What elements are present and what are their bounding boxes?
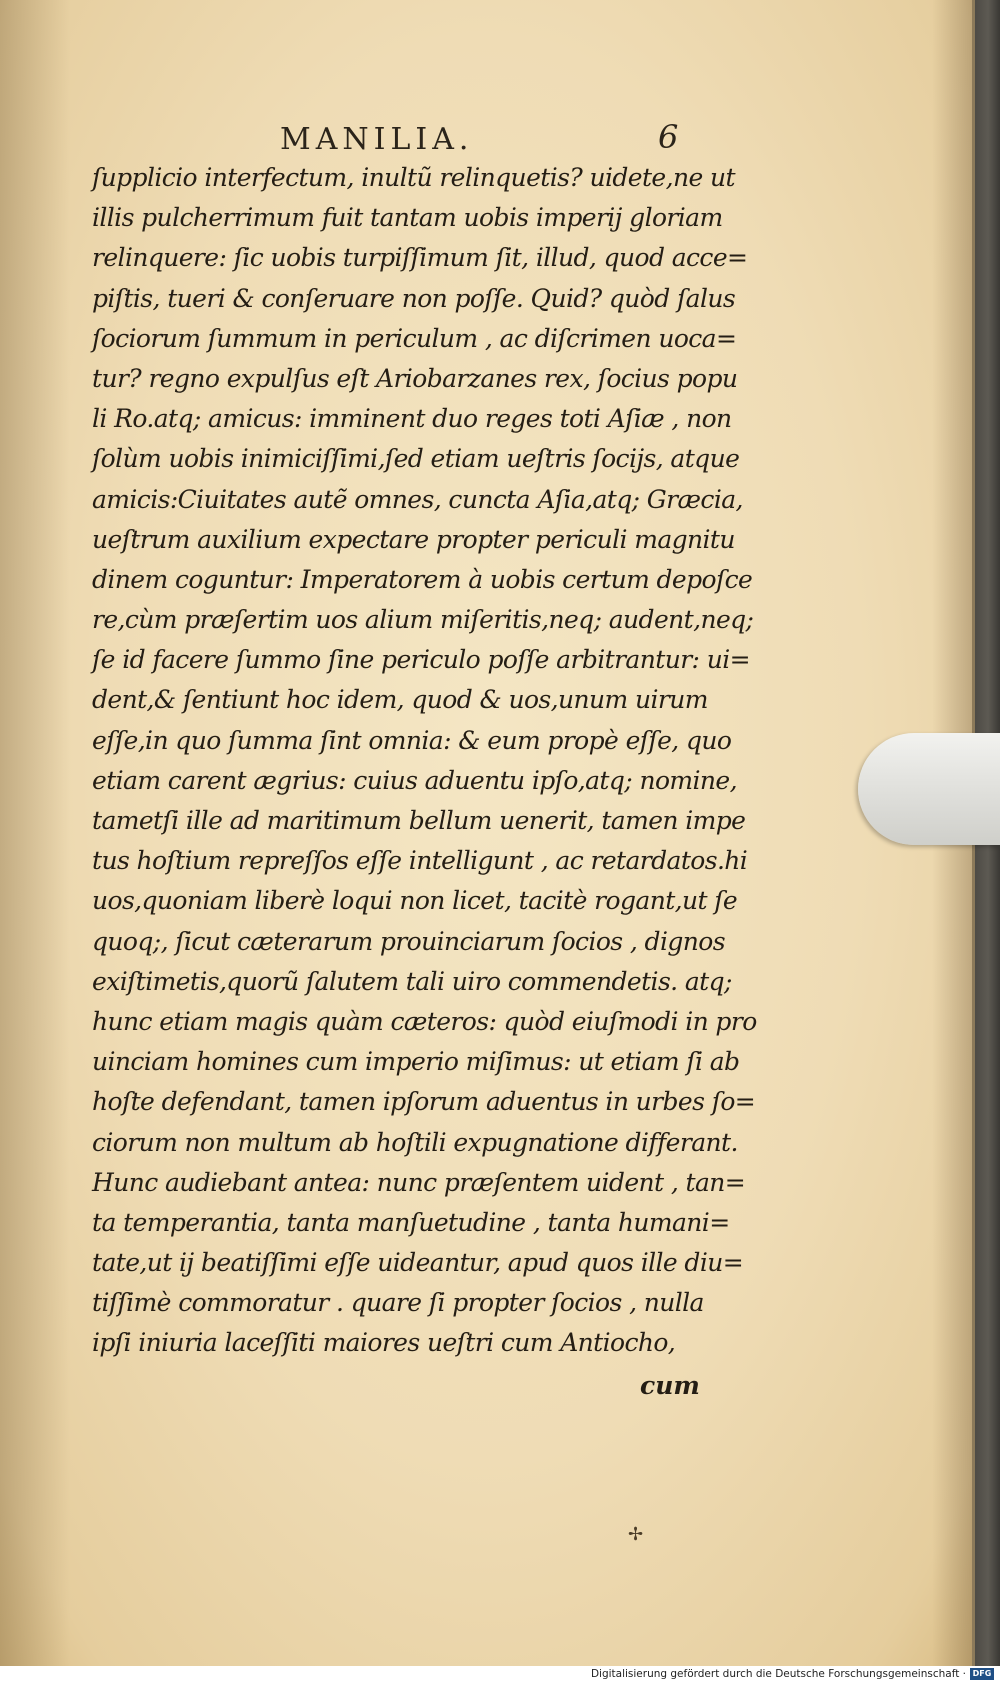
text-line: Hunc audiebant antea: nunc præſentem uident , tan= xyxy=(92,1167,746,1197)
text-line: ta temperantia, tanta manſuetudine , tanta humani= xyxy=(92,1207,730,1237)
text-line: piſtis, tueri & conſeruare non poſſe. Quid? quòd ſalus xyxy=(92,283,736,313)
text-line: tur? regno expulſus eſt Ariobarzanes rex, ſocius popu xyxy=(92,363,738,393)
text-line: etiam carent ægrius: cuius aduentu ipſo,atq; nomine, xyxy=(92,765,737,795)
text-line: ueſtrum auxilium expectare propter periculi magnitu xyxy=(92,524,735,554)
text-line: relinquere: ſic uobis turpiſſimum ſit, illud, quod acce= xyxy=(92,243,748,273)
page-number: 6 xyxy=(658,118,679,156)
text-line: ſolùm uobis inimiciſſimi,ſed etiam ueſtris ſocijs, atque xyxy=(92,444,740,474)
text-line: ciorum non multum ab hoſtili expugnatione differant. xyxy=(92,1127,738,1157)
text-line: tametſi ille ad maritimum bellum uenerit, tamen impe xyxy=(92,806,746,835)
running-head: MANILIA. xyxy=(280,122,474,157)
text-line: hoſte defendant, tamen ipſorum aduentus in urbes ſo= xyxy=(92,1087,756,1117)
text-line: ſupplicio interfectum, inultũ relinquetis? uidete,ne ut xyxy=(92,163,735,192)
catchword: cum xyxy=(640,1371,700,1400)
text-line: uinciam homines cum imperio miſimus: ut etiam ſi ab xyxy=(92,1047,740,1077)
page-clip xyxy=(858,733,1000,845)
text-line: re,cùm præſertim uos alium miſeritis,neq; audent,neq; xyxy=(92,605,754,635)
body-text xyxy=(92,158,757,1364)
text-line: ipſi iniuria laceſſiti maiores ueſtri cum Antiocho, xyxy=(92,1328,676,1358)
text-line: eſſe,in quo ſumma ſint omnia: & eum propè eſſe, quo xyxy=(92,725,732,755)
digitization-credit: Digitalisierung gefördert durch die Deutsche Forschungsgemeinschaft · xyxy=(590,1668,966,1680)
signature-mark-icon: ✢ xyxy=(628,1524,644,1545)
text-line: illis pulcherrimum fuit tantam uobis imperij gloriam xyxy=(92,203,723,233)
text-line: tate,ut ij beatiſſimi eſſe uideantur, apud quos ille diu= xyxy=(92,1248,744,1278)
text-line: amicis:Ciuitates autẽ omnes, cuncta Aſia,atq; Græcia, xyxy=(92,484,743,514)
text-line: dinem coguntur: Imperatorem à uobis certum depoſce xyxy=(92,564,753,594)
dfg-logo-icon: DFG xyxy=(970,1668,994,1680)
gutter-shadow xyxy=(0,0,70,1666)
text-line: li Ro.atq; amicus: imminent duo reges toti Aſiæ , non xyxy=(92,404,732,434)
text-line: quoq;, ſicut cæterarum prouinciarum ſocios , dignos xyxy=(92,926,725,956)
text-line: ſociorum ſummum in periculum , ac diſcrimen uoca= xyxy=(92,323,737,353)
text-line: hunc etiam magis quàm cæteros: quòd eiuſmodi in pro xyxy=(92,1006,757,1036)
text-line: exiſtimetis,quorũ ſalutem tali uiro commendetis. atq; xyxy=(92,966,732,996)
text-line: ſe id facere ſummo ſine periculo poſſe arbitrantur: ui= xyxy=(92,645,750,675)
text-line: uos,quoniam liberè loqui non licet, tacitè rogant,ut ſe xyxy=(92,886,738,916)
text-line: tiſſimè commoratur . quare ſi propter ſocios , nulla xyxy=(92,1288,704,1318)
text-line: dent,& ſentiunt hoc idem, quod & uos,unum uirum xyxy=(92,685,708,715)
text-line: tus hoſtium repreſſos eſſe intelligunt , ac retardatos.hi xyxy=(92,846,748,876)
